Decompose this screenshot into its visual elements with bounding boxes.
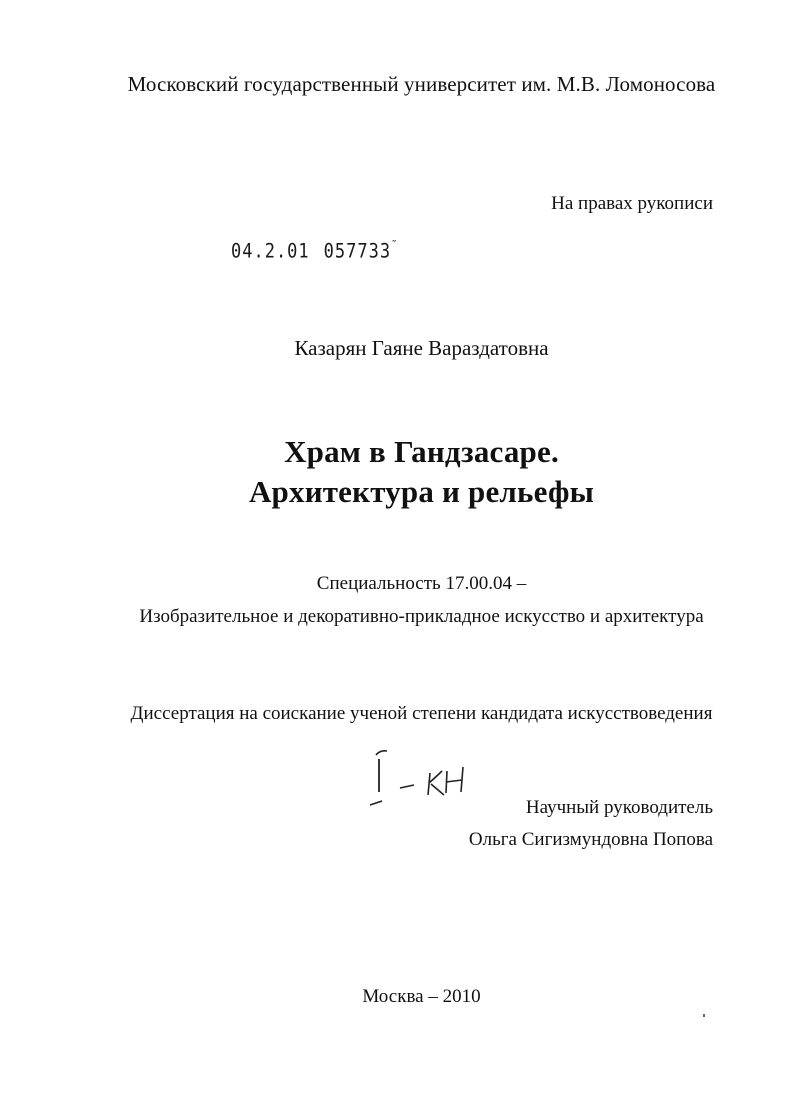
registration-stamp: 04.2.01 057733˜ xyxy=(231,240,399,263)
handwritten-note xyxy=(360,745,480,815)
title-line-1: Храм в Гандзасаре. xyxy=(284,434,559,469)
author-name: Казарян Гаяне Вараздатовна xyxy=(294,336,549,360)
manuscript-note: На правах рукописи xyxy=(551,193,713,214)
specialty-name: Изобразительное и декоративно-прикладное искусство и архитектура xyxy=(139,606,704,627)
stamp-part-1: 04.2.01 xyxy=(231,240,310,263)
city-year: Москва – 2010 xyxy=(362,986,481,1007)
dissertation-note: Диссертация на соискание ученой степени кандидата искусствоведения xyxy=(130,703,713,724)
stamp-part-2: 057733 xyxy=(323,240,392,263)
university-name: Московский государственный университет им. М.В. Ломоносова xyxy=(127,72,716,96)
supervisor-label: Научный руководитель xyxy=(525,797,713,818)
supervisor-name: Ольга Сигизмундовна Попова xyxy=(468,829,713,850)
title-line-2: Архитектура и рельефы xyxy=(248,474,595,509)
scan-speck xyxy=(703,1014,705,1017)
specialty-code: Специальность 17.00.04 – xyxy=(316,573,527,594)
